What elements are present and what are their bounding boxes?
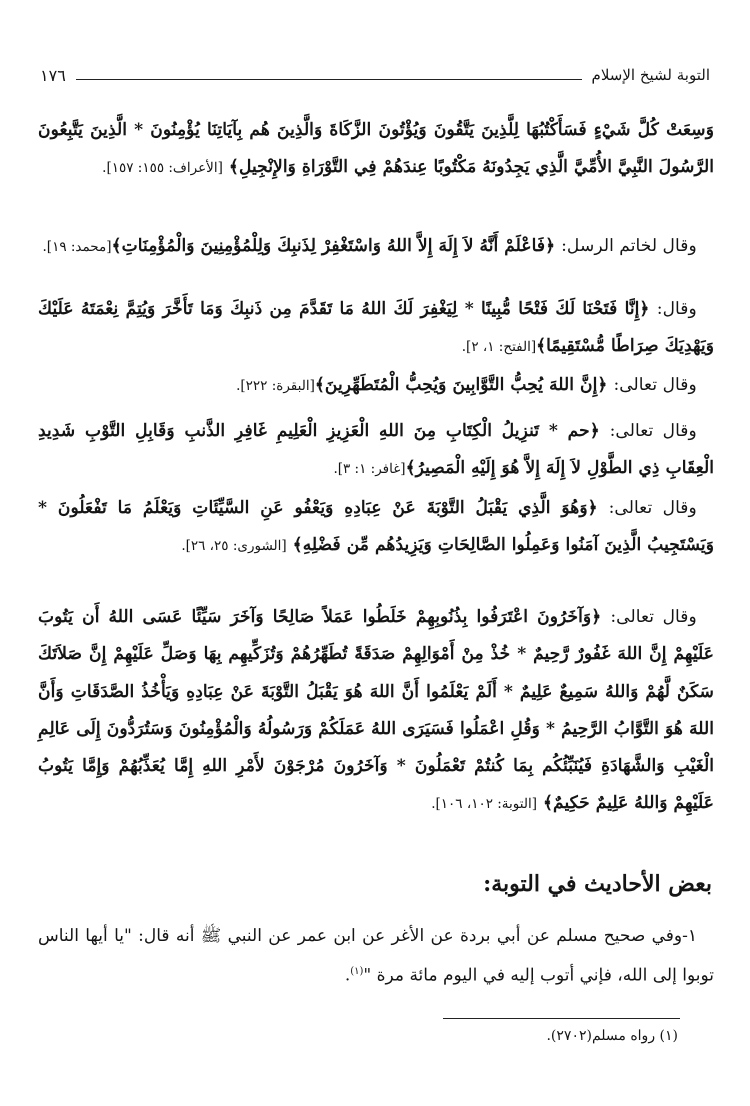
intro-text: وقال تعالى: (609, 421, 697, 441)
verse-text: ﴿فَاعْلَمْ أَنَّهُ لاَ إِلَهَ إِلاَّ اللهُ وَاسْتَغْفِرْ لِذَنبِكَ وَلِلْمُؤْمِنِينَ وَالْمُؤْمِنَاتِ﴾ (111, 236, 556, 256)
verse-reference: [الأعراف: ١٥٥: ١٥٧]. (102, 160, 223, 177)
hadith-text: ١-وفي صحيح مسلم عن أبي بردة عن الأغر عن ابن عمر عن النبي ﷺ أنه قال: "يا أيها الناس توبوا إلى الله، فإني أتوب إليه في اليوم مائة مرة " (38, 926, 714, 986)
verse-reference: [الشورى: ٢٥، ٢٦]. (181, 538, 287, 555)
intro-text: وقال تعالى: (608, 498, 697, 518)
paragraph-3 (38, 291, 714, 367)
verse-text: ﴿إِنَّ اللهَ يُحِبُّ التَّوَّابِينَ وَيُحِبُّ الْمُتَطَهِّرِينَ﴾ (314, 375, 608, 395)
verse-text: ﴿حم * تَنزِيلُ الْكِتَابِ مِنَ اللهِ الْعَزِيزِ الْعَلِيمِ غَافِرِ الذَّنبِ وَقَابِلِ التَّوْبِ شَدِيدِ الْعِقَابِ ذِي الطَّوْلِ لاَ إِلَهَ إِلاَّ هُوَ إِلَيْهِ الْمَصِيرُ﴾ (38, 421, 714, 479)
verse-reference: [محمد: ١٩]. (42, 239, 112, 255)
footnote-marker[interactable]: (١) (350, 966, 364, 977)
verse-reference: [غافر: ١: ٣]. (333, 461, 406, 478)
intro-text: وقال تعالى: (613, 375, 697, 395)
footnote-rule (443, 1018, 680, 1019)
intro-text: وقال تعالى: (610, 607, 697, 627)
paragraph-7 (38, 599, 714, 824)
verse-text: وَسِعَتْ كُلَّ شَيْءٍ فَسَأَكْتُبُهَا لِلَّذِينَ يَتَّقُونَ وَيُؤْتُونَ الزَّكَاةَ وَالَّذِينَ هُم بِآيَاتِنَا يُؤْمِنُونَ * الَّذِينَ يَتَّبِعُونَ الرَّسُولَ النَّبِيَّ الأُمِّيَّ الَّذِي يَجِدُونَهُ مَكْتُوبًا عِندَهُمْ فِي التَّوْرَاةِ وَالإِنْجِيلِ﴾ (38, 120, 714, 178)
section-heading: بعض الأحاديث في التوبة: (483, 871, 712, 897)
paragraph-6 (38, 490, 714, 566)
paragraph-5 (38, 413, 714, 489)
page-number: ١٧٦ (40, 65, 66, 85)
verse-reference: [البقرة: ٢٢٢]. (236, 378, 315, 394)
header-rule (76, 79, 582, 80)
verse-text: ﴿إِنَّا فَتَحْنَا لَكَ فَتْحًا مُّبِينًا * لِيَغْفِرَ لَكَ اللهُ مَا تَقَدَّمَ مِن ذَنبِكَ وَمَا تَأَخَّرَ وَيُتِمَّ نِعْمَتَهُ عَلَيْكَ وَيَهْدِيَكَ صِرَاطًا مُّسْتَقِيمًا﴾ (38, 299, 714, 357)
intro-text: وقال لخاتم الرسل: (561, 236, 697, 256)
hadith-paragraph (38, 919, 714, 994)
verse-reference: [الفتح: ١، ٢]. (461, 339, 537, 356)
verse-text: ﴿وَآخَرُونَ اعْتَرَفُوا بِذُنُوبِهِمْ خَلَطُوا عَمَلاً صَالِحًا وَآخَرَ سَيِّئًا عَسَى اللهُ أَن يَتُوبَ عَلَيْهِمْ إِنَّ اللهَ غَفُورٌ رَّحِيمٌ * خُذْ مِنْ أَمْوَالِهِمْ صَدَقَةً تُطَهِّرُهُمْ وَتُزَكِّيهِم بِهَا وَصَلِّ عَلَيْهِمْ إِنَّ صَلاَتَكَ سَكَنٌ لَّهُمْ وَاللهُ سَمِيعٌ عَلِيمٌ * أَلَمْ يَعْلَمُوا أَنَّ اللهَ هُوَ يَقْبَلُ التَّوْبَةَ عَنْ عِبَادِهِ وَيَأْخُذُ الصَّدَقَاتِ وَأَنَّ اللهَ هُوَ التَّوَّابُ الرَّحِيمُ * وَقُلِ اعْمَلُوا فَسَيَرَى اللهُ عَمَلَكُمْ وَرَسُولُهُ وَالْمُؤْمِنُونَ وَسَتُرَدُّونَ إِلَى عَالِمِ الْغَيْبِ وَالشَّهَادَةِ فَيُنَبِّئُكُم بِمَا كُنتُمْ تَعْمَلُونَ * وَآخَرُونَ مُرْجَوْنَ لأَمْرِ اللهِ إِمَّا يُعَذِّبُهُمْ وَإِمَّا يَتُوبُ عَلَيْهِمْ وَاللهُ عَلِيمٌ حَكِيمٌ﴾ (38, 607, 714, 814)
page-header (40, 62, 710, 88)
verse-text: ﴿وَهُوَ الَّذِي يَقْبَلُ التَّوْبَةَ عَنْ عِبَادِهِ وَيَعْفُو عَنِ السَّيِّئَاتِ وَيَعْلَمُ مَا تَفْعَلُونَ * وَيَسْتَجِيبُ الَّذِينَ آمَنُوا وَعَمِلُوا الصَّالِحَاتِ وَيَزِيدُهُم مِّن فَضْلِهِ﴾ (38, 498, 714, 556)
paragraph-1 (38, 112, 714, 188)
paragraph-2 (38, 228, 714, 266)
running-title: التوبة لشيخ الإسلام (591, 66, 710, 84)
paragraph-4 (38, 367, 714, 405)
verse-reference: [التوبة: ١٠٢، ١٠٦]. (431, 796, 537, 813)
footnote: (١) رواه مسلم(٢٧٠٢). (546, 1028, 678, 1044)
intro-text: وقال: (656, 299, 697, 319)
hadith-end: . (344, 965, 351, 986)
